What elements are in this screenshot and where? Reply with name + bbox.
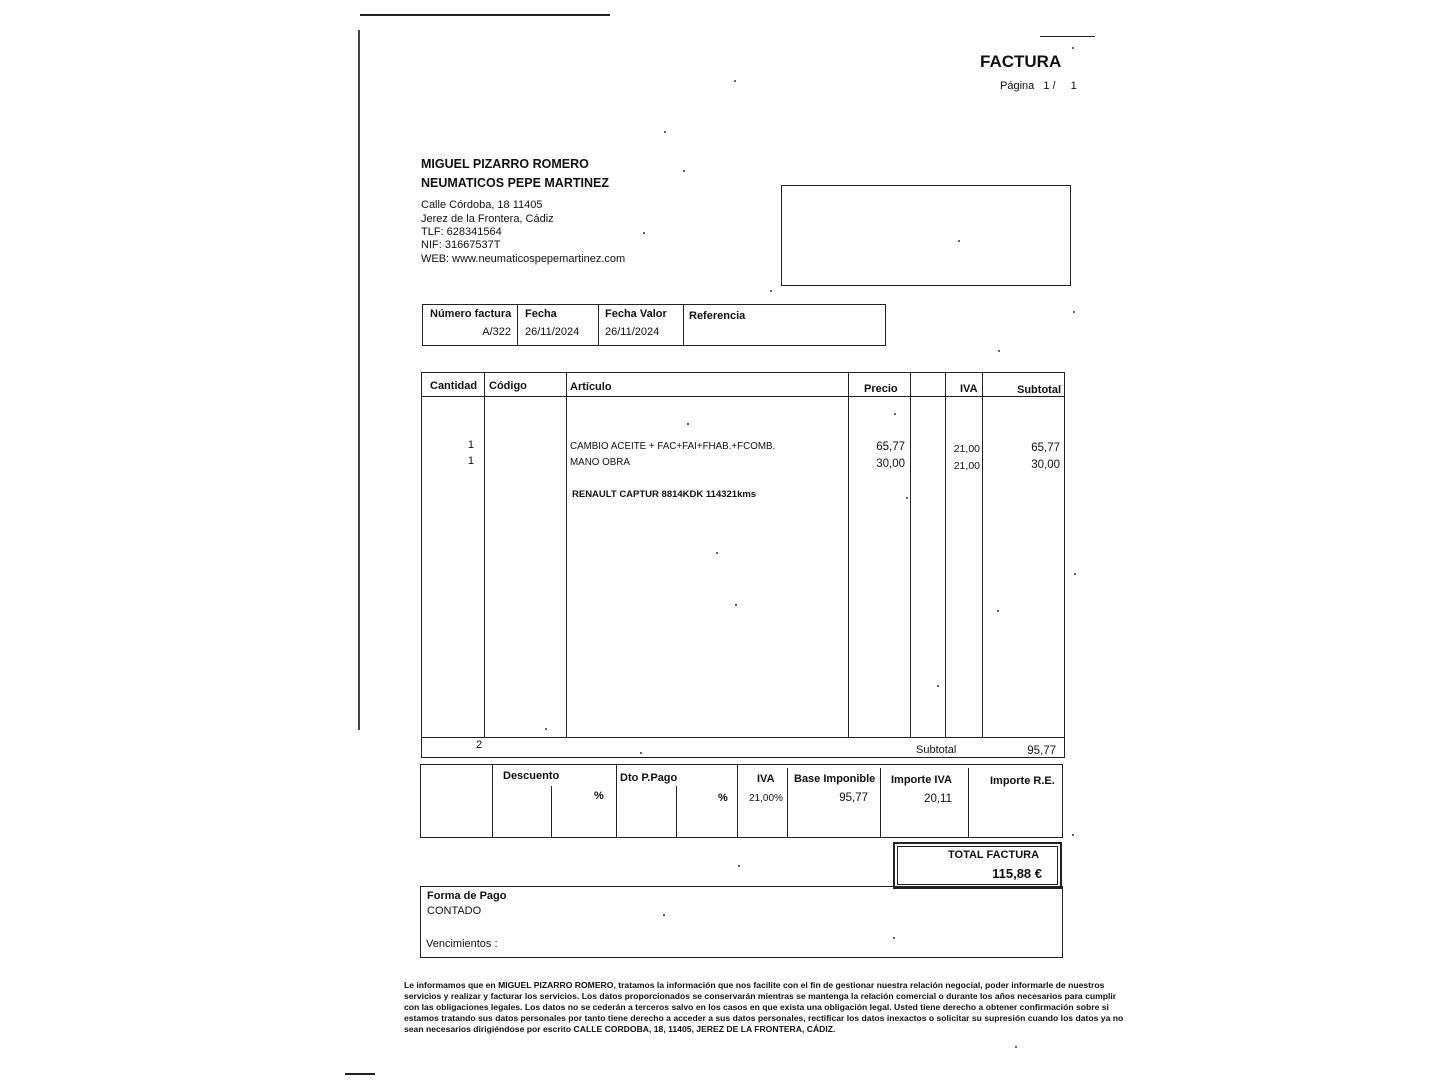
invoice-number-label: Número factura bbox=[430, 308, 512, 320]
header-subtotal: Subtotal bbox=[1017, 384, 1061, 396]
items-header-divider bbox=[421, 396, 1065, 397]
items-table bbox=[421, 372, 1065, 758]
invoice-date-label: Fecha bbox=[525, 308, 557, 320]
pp-discount-unit: % bbox=[718, 792, 728, 804]
scan-speck bbox=[545, 728, 547, 730]
pp-discount-label: Dto P.Pago bbox=[620, 772, 678, 784]
discount-label: Descuento bbox=[503, 770, 560, 782]
row-1-article: CAMBIO ACEITE + FAC+FAI+FHAB.+FCOMB. bbox=[570, 441, 776, 452]
row-2-article: MANO OBRA bbox=[570, 457, 630, 468]
invoice-number: A/322 bbox=[482, 326, 511, 338]
header-code: Código bbox=[489, 380, 527, 392]
tax-divider-8 bbox=[968, 768, 969, 838]
scan-speck bbox=[735, 604, 737, 606]
header-qty: Cantidad bbox=[430, 380, 478, 392]
recipient-address-box bbox=[781, 185, 1071, 286]
total-value: 115,88 € bbox=[992, 866, 1042, 881]
tax-divider-2 bbox=[551, 786, 552, 838]
privacy-line-1: Le informamos que en MIGUEL PIZARRO ROMERO, tratamos la información que nos facilite con el fin de gestionar nuestra relación negocial, poder informarle de nuestros bbox=[404, 980, 1105, 990]
col-divider-price bbox=[910, 372, 911, 737]
page-total: 1 bbox=[1070, 80, 1077, 92]
page-indicator bbox=[1000, 80, 1077, 92]
tax-divider-4 bbox=[676, 786, 677, 838]
row-1-iva: 21,00 bbox=[953, 443, 980, 455]
page-label: Página bbox=[1000, 80, 1035, 92]
issuer-address-1: Calle Córdoba, 18 11405 bbox=[421, 199, 543, 211]
issuer-nif: NIF: 31667537T bbox=[421, 239, 501, 251]
scan-speck bbox=[1072, 834, 1074, 836]
vehicle-note: RENAULT CAPTUR 8814KDK 114321kms bbox=[572, 489, 757, 500]
scan-speck bbox=[937, 685, 939, 687]
scan-edge-bottom bbox=[345, 1073, 375, 1075]
header-article: Artículo bbox=[570, 381, 612, 393]
col-divider-iva bbox=[982, 372, 983, 737]
re-label: Importe R.E. bbox=[990, 775, 1055, 787]
row-2-qty: 1 bbox=[467, 455, 474, 467]
privacy-line-4: estamos tratando sus datos personales por tanto tiene derecho a acceder a sus datos personales, rectificar los datos inexactos o solicitar su supresión cuando los datos ya no bbox=[404, 1013, 1124, 1023]
page-separator: / bbox=[1052, 80, 1056, 92]
scan-speck bbox=[663, 914, 665, 916]
invoice-date: 26/11/2024 bbox=[525, 326, 580, 338]
scan-speck bbox=[893, 937, 895, 939]
row-2-iva: 21,00 bbox=[953, 460, 980, 472]
scan-speck bbox=[998, 350, 1000, 352]
issuer-phone: TLF: 628341564 bbox=[421, 226, 502, 238]
scan-speck bbox=[770, 290, 772, 292]
value-date: 26/11/2024 bbox=[605, 326, 660, 338]
scan-speck bbox=[1073, 311, 1075, 313]
reference-label: Referencia bbox=[689, 310, 746, 322]
iva-amount-label: Importe IVA bbox=[891, 774, 952, 786]
issuer-address-2: Jerez de la Frontera, Cádiz bbox=[421, 213, 554, 225]
scan-speck bbox=[1074, 573, 1076, 575]
scan-speck bbox=[640, 752, 642, 754]
scan-speck bbox=[997, 610, 999, 612]
header-iva: IVA bbox=[960, 383, 978, 395]
issuer-business: NEUMATICOS PEPE MARTINEZ bbox=[421, 176, 609, 190]
privacy-line-5: sean necesarios dirigiéndose por escrito CALLE CORDOBA, 18, 11405, JEREZ DE LA FRONTERA, CÁDIZ. bbox=[404, 1024, 836, 1034]
col-divider-code bbox=[566, 372, 567, 737]
scan-speck bbox=[687, 423, 689, 425]
scan-speck bbox=[894, 413, 896, 415]
privacy-notice bbox=[404, 980, 1124, 1035]
col-divider-qty bbox=[484, 372, 485, 737]
document-title: FACTURA bbox=[980, 52, 1062, 71]
total-label: TOTAL FACTURA bbox=[948, 849, 1040, 861]
tax-divider-7 bbox=[880, 768, 881, 838]
due-label: Vencimientos : bbox=[426, 938, 498, 950]
subtotal-label: Subtotal bbox=[916, 744, 957, 756]
col-divider-blank bbox=[945, 372, 946, 737]
scan-speck bbox=[664, 131, 666, 133]
row-2-subtotal: 30,00 bbox=[1031, 459, 1060, 471]
col-divider-article bbox=[848, 372, 849, 737]
base-value: 95,77 bbox=[839, 792, 868, 804]
scan-edge-top-right bbox=[1040, 36, 1095, 37]
row-1-subtotal: 65,77 bbox=[1031, 442, 1060, 454]
privacy-line-2: servicios y realizar y facturar los servicios. Los datos proporcionados se conservarán mientras se mantenga la relación comercial o durante los años necesarios para cumplir bbox=[404, 991, 1117, 1001]
tax-divider-3 bbox=[616, 764, 617, 838]
scan-edge-left bbox=[358, 30, 360, 730]
row-2-price: 30,00 bbox=[876, 458, 905, 470]
row-1-qty: 1 bbox=[467, 439, 474, 451]
issuer-web: WEB: www.neumaticospepemartinez.com bbox=[421, 253, 626, 265]
page-number: 1 bbox=[1043, 80, 1050, 92]
payment-box bbox=[420, 886, 1063, 958]
scan-speck bbox=[643, 232, 645, 234]
scan-speck bbox=[1072, 47, 1074, 49]
scan-edge-top bbox=[360, 14, 610, 16]
tax-divider-5 bbox=[737, 764, 738, 838]
scan-speck bbox=[1015, 1046, 1017, 1048]
tax-divider-6 bbox=[787, 768, 788, 838]
privacy-line-3: con las obligaciones legales. Los datos no se cederán a terceros salvo en los casos en que exista una obligación legal. Usted tiene derecho a obtener confirmación sobre si bbox=[404, 1002, 1109, 1012]
tax-divider-1 bbox=[492, 764, 493, 838]
items-footer-divider bbox=[421, 737, 1065, 738]
value-date-label: Fecha Valor bbox=[605, 308, 667, 320]
scan-speck bbox=[734, 80, 736, 82]
scan-speck bbox=[738, 865, 740, 867]
tax-iva-label: IVA bbox=[757, 773, 775, 785]
scan-speck bbox=[958, 240, 960, 242]
scan-speck bbox=[716, 552, 718, 554]
scan-speck bbox=[683, 170, 685, 172]
payment-label: Forma de Pago bbox=[427, 890, 507, 902]
meta-divider-2 bbox=[598, 304, 599, 346]
base-label: Base Imponible bbox=[794, 773, 876, 785]
tax-iva-value: 21,00% bbox=[749, 793, 783, 804]
header-price: Precio bbox=[864, 383, 898, 395]
total-units: 2 bbox=[476, 739, 483, 751]
issuer-name: MIGUEL PIZARRO ROMERO bbox=[421, 157, 589, 171]
discount-unit: % bbox=[594, 790, 604, 802]
row-1-price: 65,77 bbox=[876, 441, 905, 453]
scan-speck bbox=[906, 497, 908, 499]
iva-amount-value: 20,11 bbox=[924, 793, 952, 805]
payment-method: CONTADO bbox=[427, 905, 482, 917]
meta-divider-3 bbox=[683, 304, 684, 346]
meta-divider-1 bbox=[517, 304, 518, 346]
subtotal-value: 95,77 bbox=[1027, 745, 1056, 757]
